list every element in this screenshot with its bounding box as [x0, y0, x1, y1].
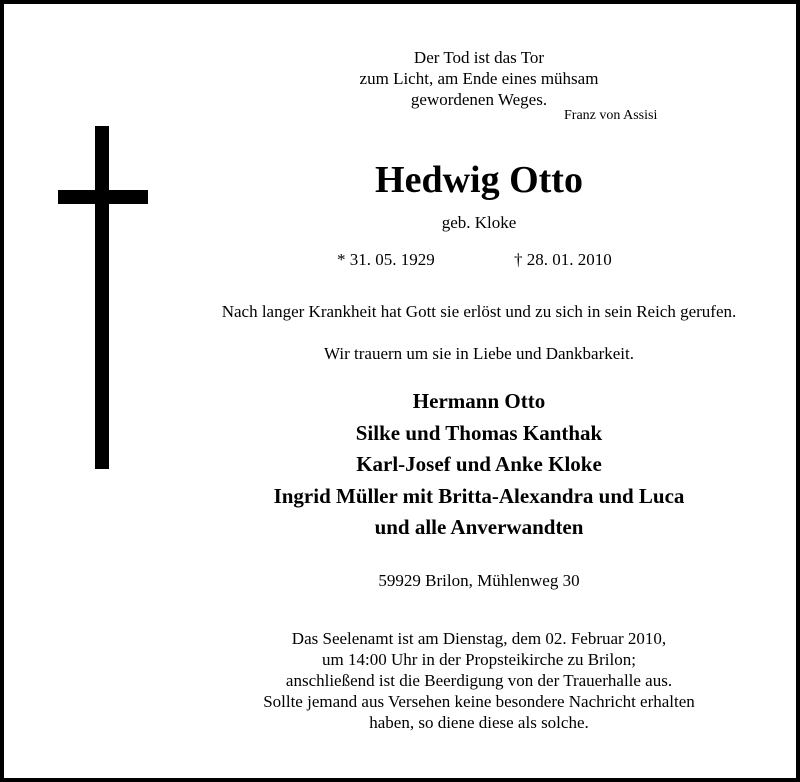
deceased-name: Hedwig Otto — [375, 159, 583, 201]
cross-vertical-bar — [95, 126, 109, 469]
service-line-2: um 14:00 Uhr in der Propsteikirche zu Brilon; — [322, 650, 636, 669]
mourner-1: Hermann Otto — [412, 389, 546, 413]
service-line-3: anschließend ist die Beerdigung von der Trauerhalle aus. — [285, 671, 673, 690]
mourner-3: Karl-Josef und Anke Kloke — [356, 452, 602, 476]
death-date: † 28. 01. 2010 — [514, 250, 612, 269]
service-line-1: Das Seelenamt ist am Dienstag, dem 02. Februar 2010, — [291, 629, 667, 648]
cross-horizontal-bar — [58, 190, 148, 204]
mourner-5: und alle Anverwandten — [374, 515, 584, 539]
quote-line-2: zum Licht, am Ende eines mühsam — [359, 69, 599, 88]
maiden-name: geb. Kloke — [441, 213, 517, 232]
service-line-5: haben, so diene diese als solche. — [369, 713, 589, 732]
service-info — [174, 628, 784, 733]
quote — [174, 47, 784, 110]
mourner-2: Silke und Thomas Kanthak — [355, 420, 603, 445]
notice-text-1: Nach langer Krankheit hat Gott sie erlöst und zu sich in sein Reich gerufen. — [221, 302, 737, 321]
birth-date: * 31. 05. 1929 — [337, 250, 435, 269]
mourners-list — [174, 386, 784, 544]
mourner-4: Ingrid Müller mit Britta-Alexandra und Luca — [273, 483, 685, 508]
quote-line-1: Der Tod ist das Tor — [413, 48, 545, 67]
quote-author: Franz von Assisi — [564, 108, 658, 123]
address: 59929 Brilon, Mühlenweg 30 — [378, 571, 580, 590]
notice-text-2: Wir trauern um sie in Liebe und Dankbarkeit. — [324, 344, 634, 363]
service-line-4: Sollte jemand aus Versehen keine besondere Nachricht erhalten — [263, 692, 695, 711]
quote-line-3: gewordenen Weges. — [410, 90, 548, 109]
